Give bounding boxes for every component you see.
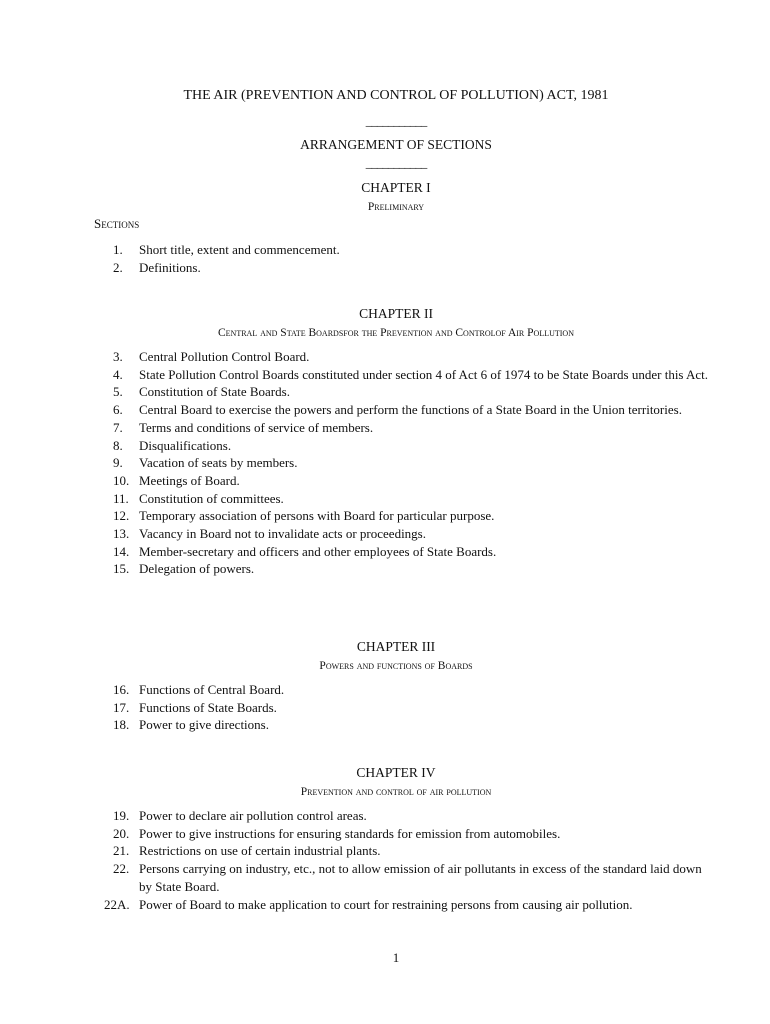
- chapter-heading: CHAPTER II: [359, 306, 433, 321]
- list-item: [113, 366, 713, 384]
- item-text: Member-secretary and officers and other employees of State Boards.: [139, 543, 497, 559]
- list-item: [113, 543, 713, 561]
- chapter-3-list: [113, 681, 713, 734]
- chapter-subtitle: Preliminary: [367, 201, 425, 213]
- item-text: Power to give instructions for ensuring standards for emission from automobiles.: [139, 825, 561, 841]
- list-item: [113, 437, 713, 455]
- list-item: [113, 825, 713, 843]
- chapter-1-list: [113, 241, 713, 276]
- list-item: [113, 525, 713, 543]
- chapter-4-list: [104, 807, 713, 913]
- item-text: Restrictions on use of certain industrial plants.: [139, 843, 381, 859]
- item-text: Disqualifications.: [139, 437, 232, 453]
- item-text: Central Board to exercise the powers and perform the functions of a State Board in the Union territories.: [139, 402, 682, 418]
- item-number: 18.: [113, 717, 130, 733]
- item-text: Constitution of State Boards.: [139, 384, 290, 400]
- chapter-2-header: [0, 306, 770, 339]
- list-item: [113, 454, 713, 472]
- item-number: 14.: [113, 543, 130, 559]
- page-number: 1: [392, 950, 400, 965]
- item-text: Power to declare air pollution control areas.: [139, 808, 367, 823]
- item-number: 5.: [113, 384, 123, 400]
- item-number: 21.: [113, 843, 130, 859]
- item-text: Definitions.: [139, 259, 201, 275]
- item-number: 8.: [113, 437, 123, 453]
- item-text: Temporary association of persons with Board for particular purpose.: [139, 508, 495, 524]
- item-number: 9.: [113, 455, 123, 471]
- list-item: [104, 896, 713, 914]
- chapter-2-list: [113, 348, 713, 578]
- chapter-subtitle: Central and State Boardsfor the Prevention and Controlof Air Pollution: [218, 327, 574, 339]
- chapter-heading: CHAPTER III: [356, 639, 436, 654]
- item-number: 10.: [113, 472, 130, 488]
- item-number: 3.: [113, 349, 123, 364]
- item-number: 19.: [113, 808, 130, 823]
- chapter-3-header: [0, 639, 770, 672]
- item-text: Power of Board to make application to court for restraining persons from causing air pollution.: [139, 896, 633, 912]
- item-text: Delegation of powers.: [139, 561, 255, 577]
- item-number: 16.: [113, 682, 130, 697]
- arrangement-heading: ARRANGEMENT OF SECTIONS: [300, 137, 492, 152]
- item-number: 22A.: [104, 896, 130, 912]
- list-item: [113, 860, 713, 895]
- divider-rule-bottom: ___________: [365, 155, 427, 170]
- item-text: Constitution of committees.: [139, 490, 284, 506]
- item-text: Central Pollution Control Board.: [139, 349, 310, 364]
- list-item: [113, 401, 713, 419]
- list-item: [113, 472, 713, 490]
- chapter-subtitle: Powers and functions of Boards: [319, 660, 473, 672]
- list-item: [113, 259, 713, 277]
- chapter-1-header: [0, 180, 770, 213]
- chapter-4-header: [0, 765, 770, 798]
- item-number: 2.: [113, 259, 123, 275]
- item-number: 1.: [113, 242, 123, 257]
- item-text: Persons carrying on industry, etc., not to allow emission of air pollutants in excess of the standard laid down by State Board.: [139, 861, 702, 894]
- item-text: Vacancy in Board not to invalidate acts or proceedings.: [139, 526, 426, 542]
- list-item: [113, 507, 713, 525]
- item-text: Vacation of seats by members.: [139, 455, 298, 471]
- item-number: 11.: [113, 490, 129, 506]
- sections-label: Sections: [94, 216, 140, 231]
- item-number: 20.: [113, 825, 130, 841]
- item-number: 7.: [113, 419, 123, 435]
- item-number: 13.: [113, 526, 130, 542]
- item-number: 17.: [113, 699, 130, 715]
- chapter-subtitle: Prevention and control of air pollution: [300, 786, 492, 798]
- item-text: Meetings of Board.: [139, 472, 240, 488]
- item-number: 4.: [113, 366, 123, 382]
- item-text: Power to give directions.: [139, 717, 269, 733]
- item-number: 12.: [113, 508, 130, 524]
- item-number: 6.: [113, 402, 123, 418]
- list-item: [113, 842, 713, 860]
- item-text: Functions of Central Board.: [139, 682, 285, 697]
- item-number: 22.: [113, 861, 130, 877]
- item-number: 15.: [113, 561, 130, 577]
- chapter-heading: CHAPTER IV: [356, 765, 436, 780]
- list-item: [113, 560, 713, 578]
- list-item: [113, 490, 713, 508]
- item-text: Terms and conditions of service of members.: [139, 419, 374, 435]
- list-item: [113, 419, 713, 437]
- list-item: [113, 241, 713, 259]
- item-text: Functions of State Boards.: [139, 699, 277, 715]
- list-item: [113, 699, 713, 717]
- divider-rule-top: ___________: [365, 113, 427, 128]
- item-text: State Pollution Control Boards constituted under section 4 of Act 6 of 1974 to be State Boards under this Act.: [139, 366, 709, 382]
- list-item: [113, 681, 713, 699]
- list-item: [113, 348, 713, 366]
- list-item: [113, 383, 713, 401]
- chapter-heading: CHAPTER I: [361, 180, 431, 195]
- item-text: Short title, extent and commencement.: [139, 242, 340, 257]
- list-item: [113, 807, 713, 825]
- act-title: THE AIR (PREVENTION AND CONTROL OF POLLUTION) ACT, 1981: [183, 88, 609, 103]
- list-item: [113, 716, 713, 734]
